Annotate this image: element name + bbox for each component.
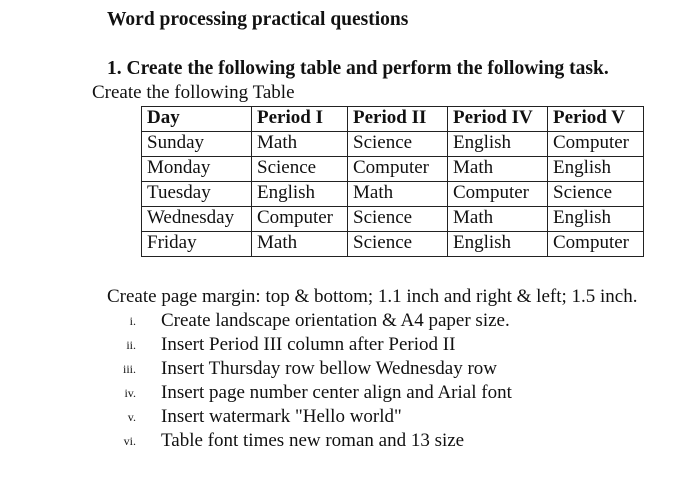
table-intro: Create the following Table <box>92 82 295 103</box>
table-cell: English <box>448 132 548 157</box>
table-cell: Math <box>348 182 448 207</box>
table-cell: English <box>252 182 348 207</box>
table-row <box>142 232 644 257</box>
table-cell: English <box>548 157 644 182</box>
header-day: Day <box>142 107 252 132</box>
table-cell: Math <box>448 157 548 182</box>
list-item-text: Create landscape orientation & A4 paper size. <box>161 310 510 331</box>
table-cell: Science <box>348 232 448 257</box>
schedule-table <box>141 106 644 257</box>
table-cell: Tuesday <box>142 182 252 207</box>
table-cell: Wednesday <box>142 207 252 232</box>
table-cell: Sunday <box>142 132 252 157</box>
table-cell: Math <box>448 207 548 232</box>
list-item-number: v. <box>127 410 136 424</box>
document-title: Word processing practical questions <box>107 9 409 30</box>
list-item <box>92 429 512 453</box>
table-row <box>142 157 644 182</box>
table-cell: English <box>448 232 548 257</box>
table-cell: Monday <box>142 157 252 182</box>
list-item-text: Insert watermark "Hello world" <box>161 406 402 427</box>
list-item-text: Insert page number center align and Arial font <box>161 382 512 403</box>
table-cell: Science <box>548 182 644 207</box>
task-list <box>92 309 512 453</box>
list-item-number: ii. <box>126 338 136 352</box>
list-item-text: Insert Thursday row bellow Wednesday row <box>161 358 497 379</box>
header-period-5: Period V <box>548 107 644 132</box>
list-item <box>92 357 512 381</box>
list-item-text: Insert Period III column after Period II <box>161 334 456 355</box>
question-heading: 1. Create the following table and perform the following task. <box>107 58 609 79</box>
table-cell: Math <box>252 132 348 157</box>
table-cell: Computer <box>348 157 448 182</box>
list-item <box>92 333 512 357</box>
table-cell: Math <box>252 232 348 257</box>
list-item <box>92 381 512 405</box>
table-cell: Computer <box>548 132 644 157</box>
table-cell: Computer <box>252 207 348 232</box>
table-row <box>142 182 644 207</box>
table-cell: Computer <box>448 182 548 207</box>
list-item-number: iii. <box>122 362 136 376</box>
table-cell: Science <box>348 207 448 232</box>
header-period-2: Period II <box>348 107 448 132</box>
list-item <box>92 405 512 429</box>
list-item-number: iv. <box>124 386 136 400</box>
table-row <box>142 207 644 232</box>
header-period-4: Period IV <box>448 107 548 132</box>
list-item-text: Table font times new roman and 13 size <box>161 430 465 451</box>
margin-instruction: Create page margin: top & bottom; 1.1 inch and right & left; 1.5 inch. <box>107 286 638 307</box>
table-cell: Computer <box>548 232 644 257</box>
table-cell: Friday <box>142 232 252 257</box>
list-item-number: i. <box>129 314 136 328</box>
table-cell: English <box>548 207 644 232</box>
table-cell: Science <box>252 157 348 182</box>
table-header-row <box>142 107 644 132</box>
table-row <box>142 132 644 157</box>
list-item-number: vi. <box>123 434 136 448</box>
table-cell: Science <box>348 132 448 157</box>
list-item <box>92 309 512 333</box>
header-period-1: Period I <box>252 107 348 132</box>
